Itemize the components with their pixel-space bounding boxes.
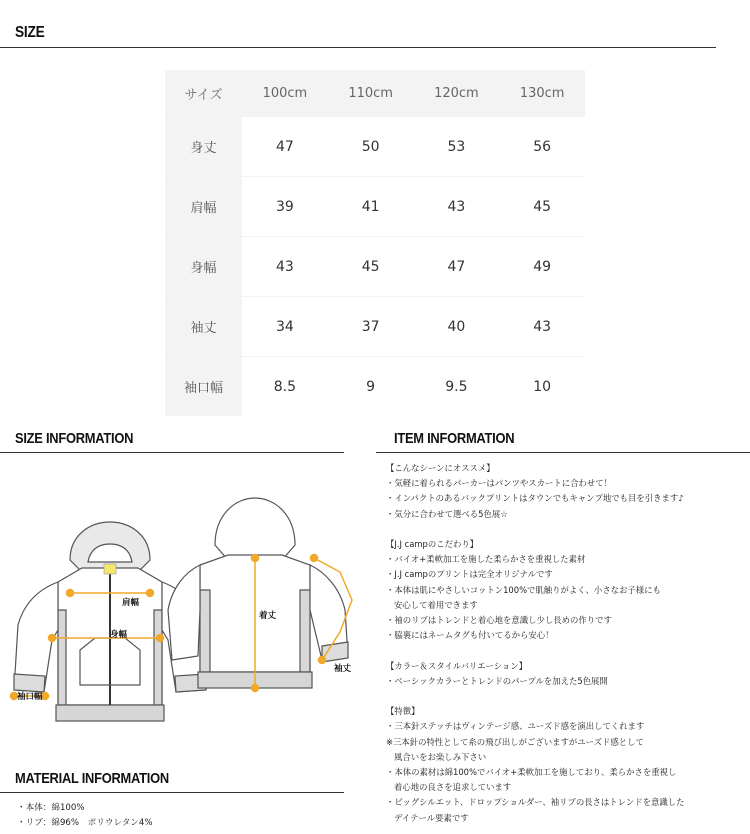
size-column-100: 100cm xyxy=(242,70,328,117)
table-row xyxy=(165,357,585,416)
table-row xyxy=(165,117,585,177)
list-item: ・袖のリブはトレンドと着心地を意識し少し長めの作りです xyxy=(386,615,612,626)
table-row xyxy=(165,237,585,297)
size-column-120: 120cm xyxy=(414,70,500,117)
list-item: ・脇裏にはネームタグも付いてるから安心！ xyxy=(386,630,554,641)
table-cell: 43 xyxy=(242,237,328,297)
hoodie-size-diagram xyxy=(0,460,360,730)
table-cell: 43 xyxy=(414,177,500,237)
size-information-heading: SIZE INFORMATION xyxy=(15,430,134,447)
row-label-chest: 身幅 xyxy=(165,237,242,297)
row-label-sleeve: 袖丈 xyxy=(165,297,242,357)
section-title-characteristics: 【特徴】 xyxy=(386,706,420,717)
size-table-header-row xyxy=(165,70,585,117)
size-column-header: サイズ xyxy=(165,70,242,117)
table-cell: 9.5 xyxy=(445,378,468,395)
size-column-110: 110cm xyxy=(328,70,414,117)
table-cell: 34 xyxy=(242,297,328,357)
item-information-heading: ITEM INFORMATION xyxy=(394,430,515,447)
list-item-continued: 風合いをお楽しみ下さい xyxy=(394,751,487,762)
size-heading-rule xyxy=(0,47,716,48)
list-item: ※三本針の特性として糸の飛び出しがございますがユーズド感として xyxy=(386,736,644,747)
size-heading: SIZE xyxy=(15,24,45,41)
table-row xyxy=(165,177,585,237)
list-item: ・J.J campのプリントは完全オリジナルです xyxy=(386,569,553,580)
table-cell: 39 xyxy=(242,177,328,237)
label-chest-width: 身幅 xyxy=(110,630,128,640)
material-information-heading: MATERIAL INFORMATION xyxy=(15,770,169,787)
row-label-cuff: 袖口幅 xyxy=(165,357,242,416)
row-label-shoulder: 肩幅 xyxy=(165,177,242,237)
label-total-length: 着丈 xyxy=(259,611,277,621)
material-list xyxy=(17,801,153,831)
table-cell: 53 xyxy=(414,117,500,177)
list-item-continued: 安心して着用できます xyxy=(394,599,478,610)
spacer xyxy=(386,522,746,537)
item-information-text xyxy=(386,461,746,826)
section-title-features: 【J.J campのこだわり】 xyxy=(386,539,479,549)
table-cell: 10 xyxy=(533,378,552,395)
table-cell: 45 xyxy=(499,177,585,237)
material-information-rule xyxy=(0,792,344,793)
table-cell: 50 xyxy=(328,117,414,177)
table-cell: 40 xyxy=(414,297,500,357)
list-item: ・本体は肌にやさしいコットン100%で肌触りがよく、小さなお子様にも xyxy=(386,584,661,595)
table-cell: 9 xyxy=(366,378,376,395)
table-cell: 56 xyxy=(499,117,585,177)
material-rib: ・リブ：綿96% ポリウレタン4% xyxy=(17,818,153,828)
size-table xyxy=(165,70,585,416)
table-cell: 49 xyxy=(499,237,585,297)
list-item: ・ビッグシルエット、ドロップショルダー、袖リブの長さはトレンドを意識した xyxy=(386,797,685,808)
list-item-continued: デイテール要素です xyxy=(394,812,469,823)
table-cell: 8.5 xyxy=(273,378,296,395)
table-cell: 47 xyxy=(414,237,500,297)
table-cell: 37 xyxy=(328,297,414,357)
spacer xyxy=(386,689,746,704)
table-cell: 45 xyxy=(328,237,414,297)
label-cuff-width: 袖口幅 xyxy=(17,692,43,702)
list-item: ・バイオ+柔軟加工を施した柔らかさを重視した素材 xyxy=(386,554,586,565)
list-item: ・三本針ステッチはヴィンテージ感、ユーズド感を演出してくれます xyxy=(386,721,645,732)
label-shoulder-width: 肩幅 xyxy=(122,598,140,608)
size-information-rule xyxy=(0,452,344,453)
list-item: ・本体の素材は綿100%でバイオ+柔軟加工を施しており、柔らかさを重視し xyxy=(386,767,677,778)
section-title-recommended-scenes: 【こんなシーンにオススメ】 xyxy=(386,463,495,473)
material-body: ・本体：綿100% xyxy=(17,803,85,813)
label-sleeve-length: 袖丈 xyxy=(334,664,352,674)
row-label-length: 身丈 xyxy=(165,117,242,177)
list-item: ・気分に合わせて選べる5色展☆ xyxy=(386,508,508,519)
table-cell: 43 xyxy=(499,297,585,357)
table-cell: 47 xyxy=(242,117,328,177)
spacer xyxy=(386,643,746,658)
item-information-rule xyxy=(376,452,750,453)
list-item-continued: 着心地の良さを追求しています xyxy=(394,782,512,793)
neck-tag xyxy=(104,564,116,574)
list-item: ・インパクトのあるバックプリントはタウンでもキャンプ地でも目を引きます♪ xyxy=(386,493,684,504)
size-column-130: 130cm xyxy=(499,70,585,117)
list-item: ・ベーシックカラーとトレンドのパープルを加えた5色展開 xyxy=(386,675,608,686)
list-item: ・気軽に着られるパーカーはパンツやスカートに合わせて！ xyxy=(386,478,612,489)
table-row xyxy=(165,297,585,357)
table-cell: 41 xyxy=(328,177,414,237)
section-title-variations: 【カラー＆スタイルバリエーション】 xyxy=(386,660,528,671)
